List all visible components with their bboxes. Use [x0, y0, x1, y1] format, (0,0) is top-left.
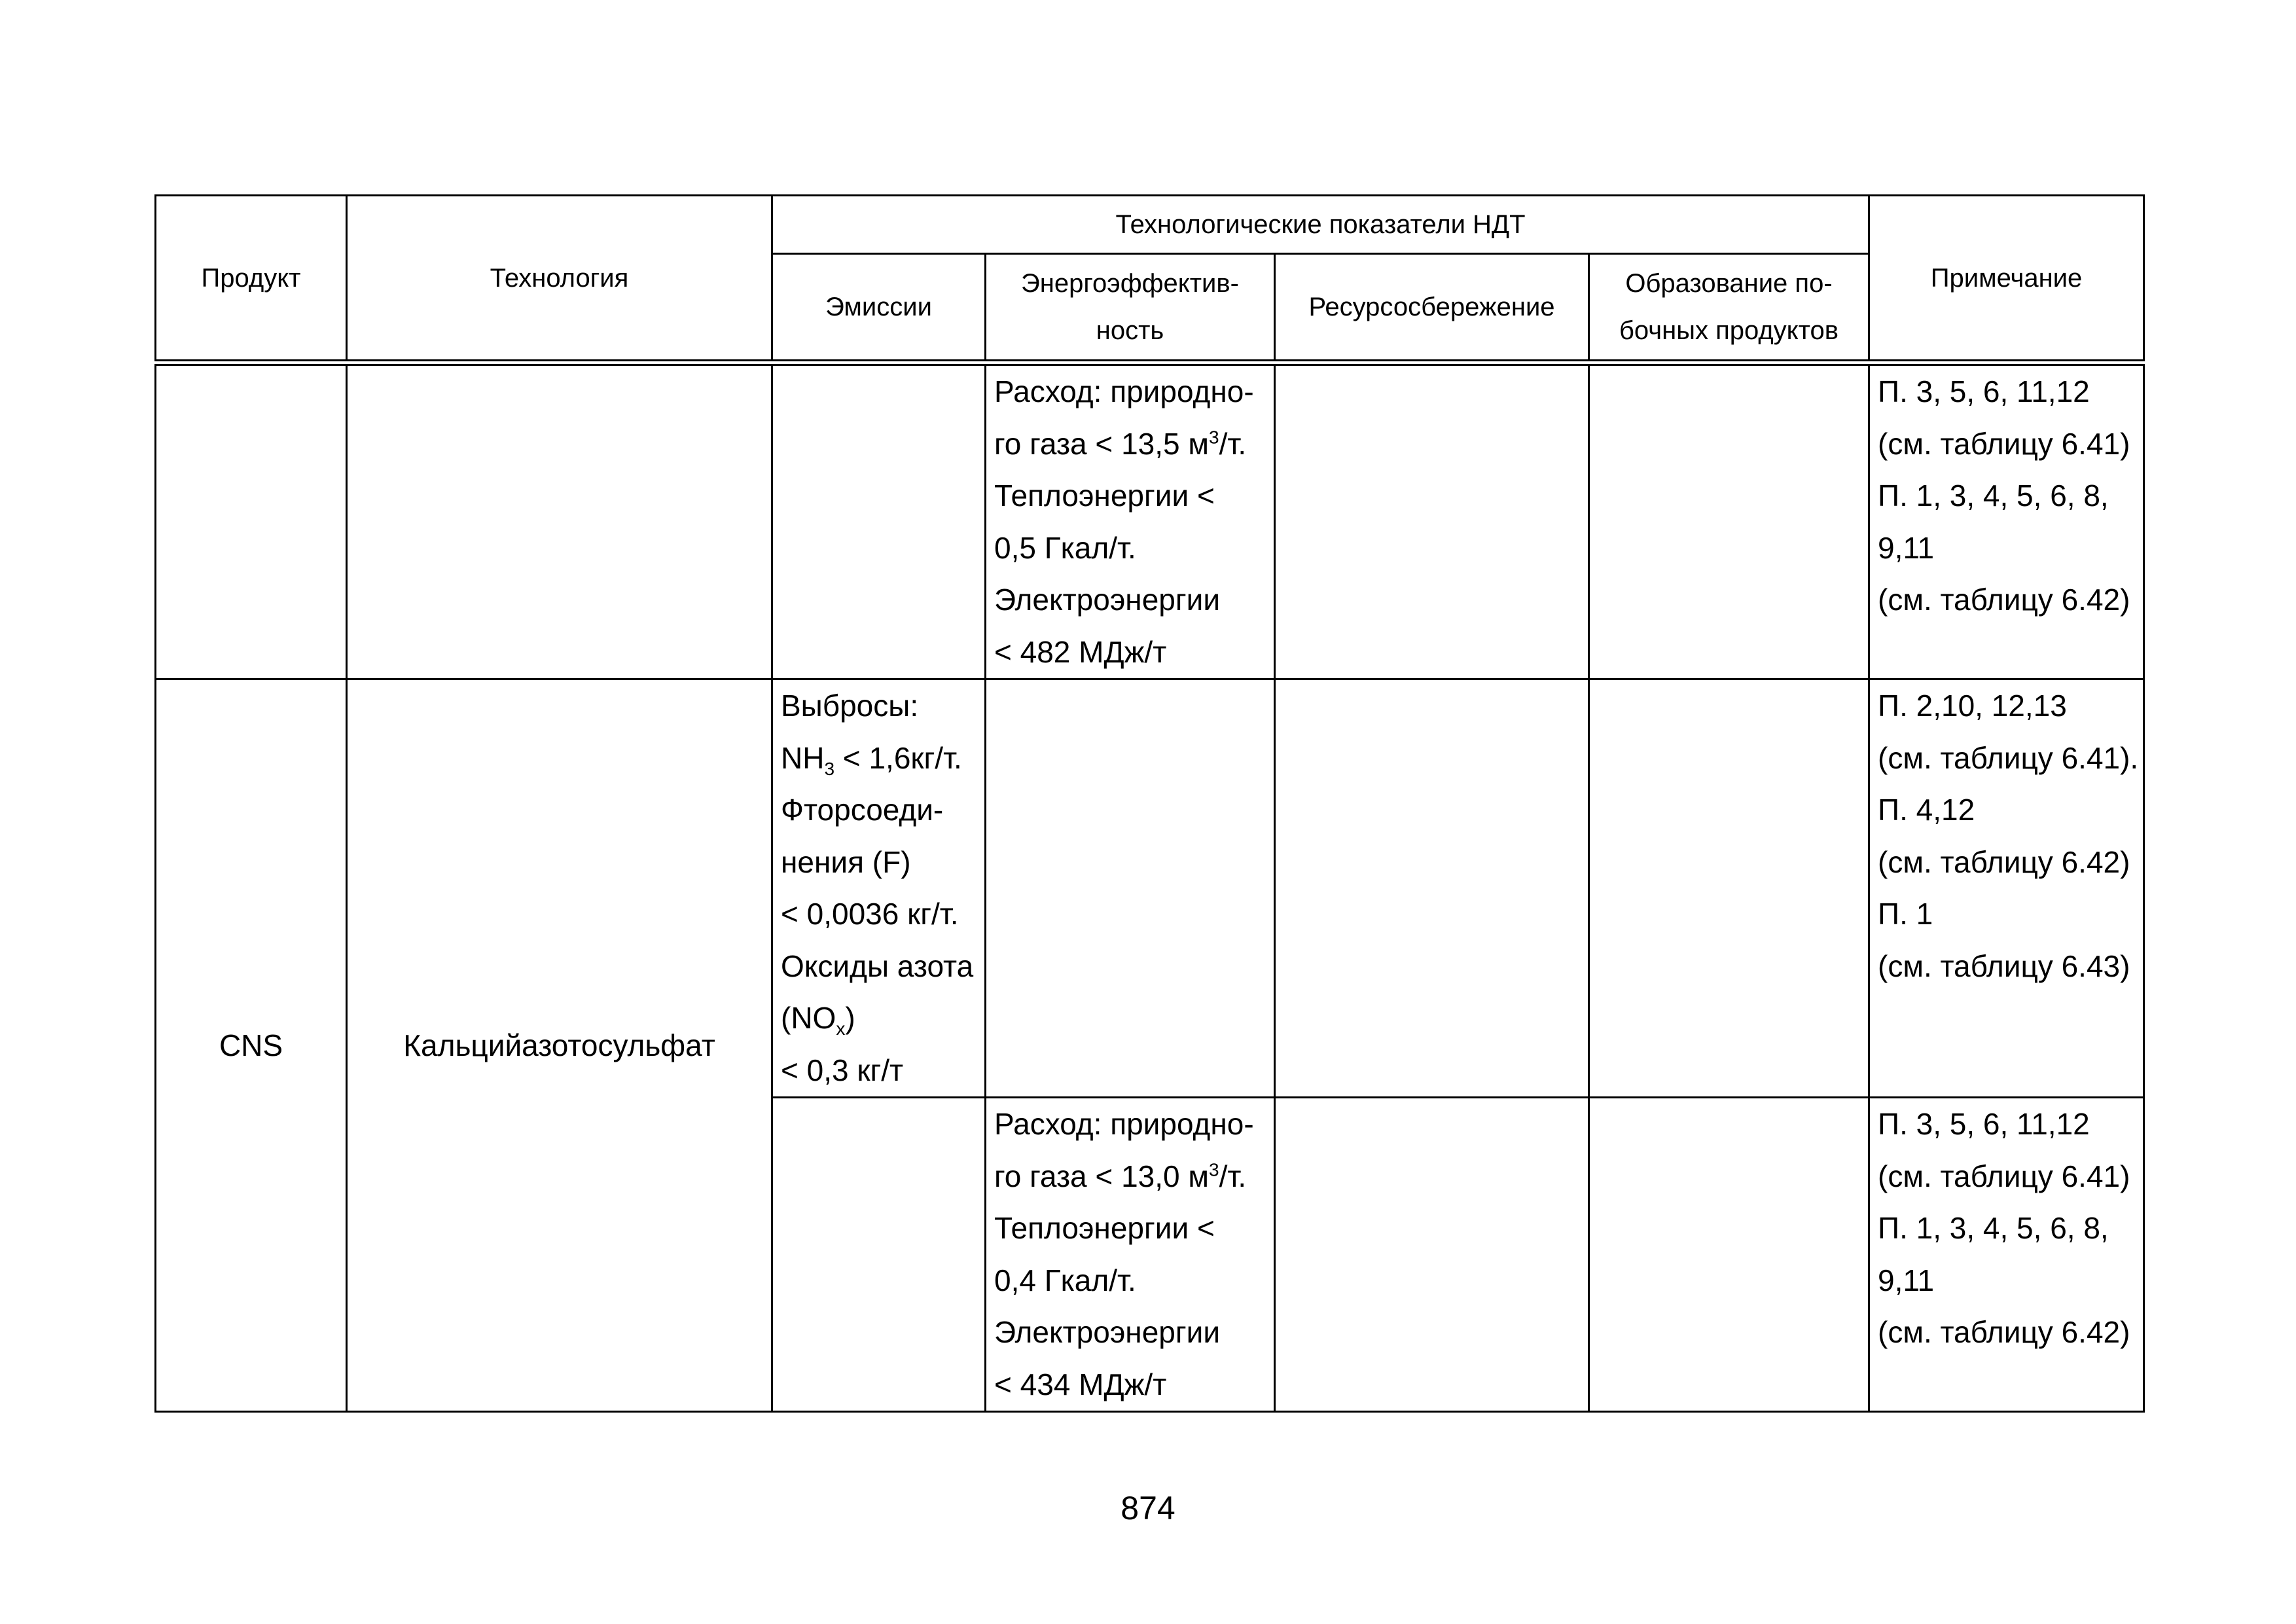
- row1-note-cell: П. 3, 5, 6, 11,12 (см. таблицу 6.41) П. 1, 3, 4, 5, 6, 8, 9,11 (см. таблицу 6.42): [1869, 363, 2144, 679]
- row3-note-cell: П. 3, 5, 6, 11,12 (см. таблицу 6.41) П. 1, 3, 4, 5, 6, 8, 9,11 (см. таблицу 6.42): [1869, 1098, 2144, 1412]
- ndt-indicators-table: [154, 194, 2145, 1413]
- row2-emissions-cell: Выбросы: $NH_3 < 1,6кг/т$. Фторсоеди- нения (F) < 0,0036 кг/т. Оксиды азота $(NO_x)$ < 0,3 кг/т: [772, 679, 986, 1098]
- row2-technology-cell: Кальцийазотосульфат: [347, 679, 772, 1412]
- header-product: Продукт: [156, 196, 347, 363]
- header-note: Примечание: [1869, 196, 2144, 363]
- row2-energy-cell: [986, 679, 1275, 1098]
- row1-emissions-cell: [772, 363, 986, 679]
- header-resource-saving: Ресурсосбережение: [1275, 254, 1589, 363]
- header-emissions: Эмиссии: [772, 254, 986, 363]
- row3-emissions-cell: [772, 1098, 986, 1412]
- row2-product-cell: CNS: [156, 679, 347, 1412]
- row1-resource-cell: [1275, 363, 1589, 679]
- header-byproducts: Образование по- бочных продуктов: [1589, 254, 1869, 363]
- row2-note-cell: П. 2,10, 12,13 (см. таблицу 6.41). П. 4,12 (см. таблицу 6.42) П. 1 (см. таблицу 6.43): [1869, 679, 2144, 1098]
- header-energy-efficiency: Энергоэффектив- ность: [986, 254, 1275, 363]
- header-indicators: Технологические показатели НДТ: [772, 196, 1869, 254]
- header-technology: Технология: [347, 196, 772, 363]
- row1-product-cell: [156, 363, 347, 679]
- row3-resource-cell: [1275, 1098, 1589, 1412]
- row1-technology-cell: [347, 363, 772, 679]
- page-number: 874: [1121, 1490, 1175, 1526]
- row3-byproducts-cell: [1589, 1098, 1869, 1412]
- row3-energy-cell: Расход: природно- го газа < 13,0 $м^3/т$. Теплоэнергии < 0,4 Гкал/т. Электроэнергии < 434 МДж/т: [986, 1098, 1275, 1412]
- row1-energy-cell: Расход: природно- го газа < 13,5 $м^3/т$. Теплоэнергии < 0,5 Гкал/т. Электроэнергии < 482 МДж/т: [986, 363, 1275, 679]
- row2-byproducts-cell: [1589, 679, 1869, 1098]
- row2-resource-cell: [1275, 679, 1589, 1098]
- row1-byproducts-cell: [1589, 363, 1869, 679]
